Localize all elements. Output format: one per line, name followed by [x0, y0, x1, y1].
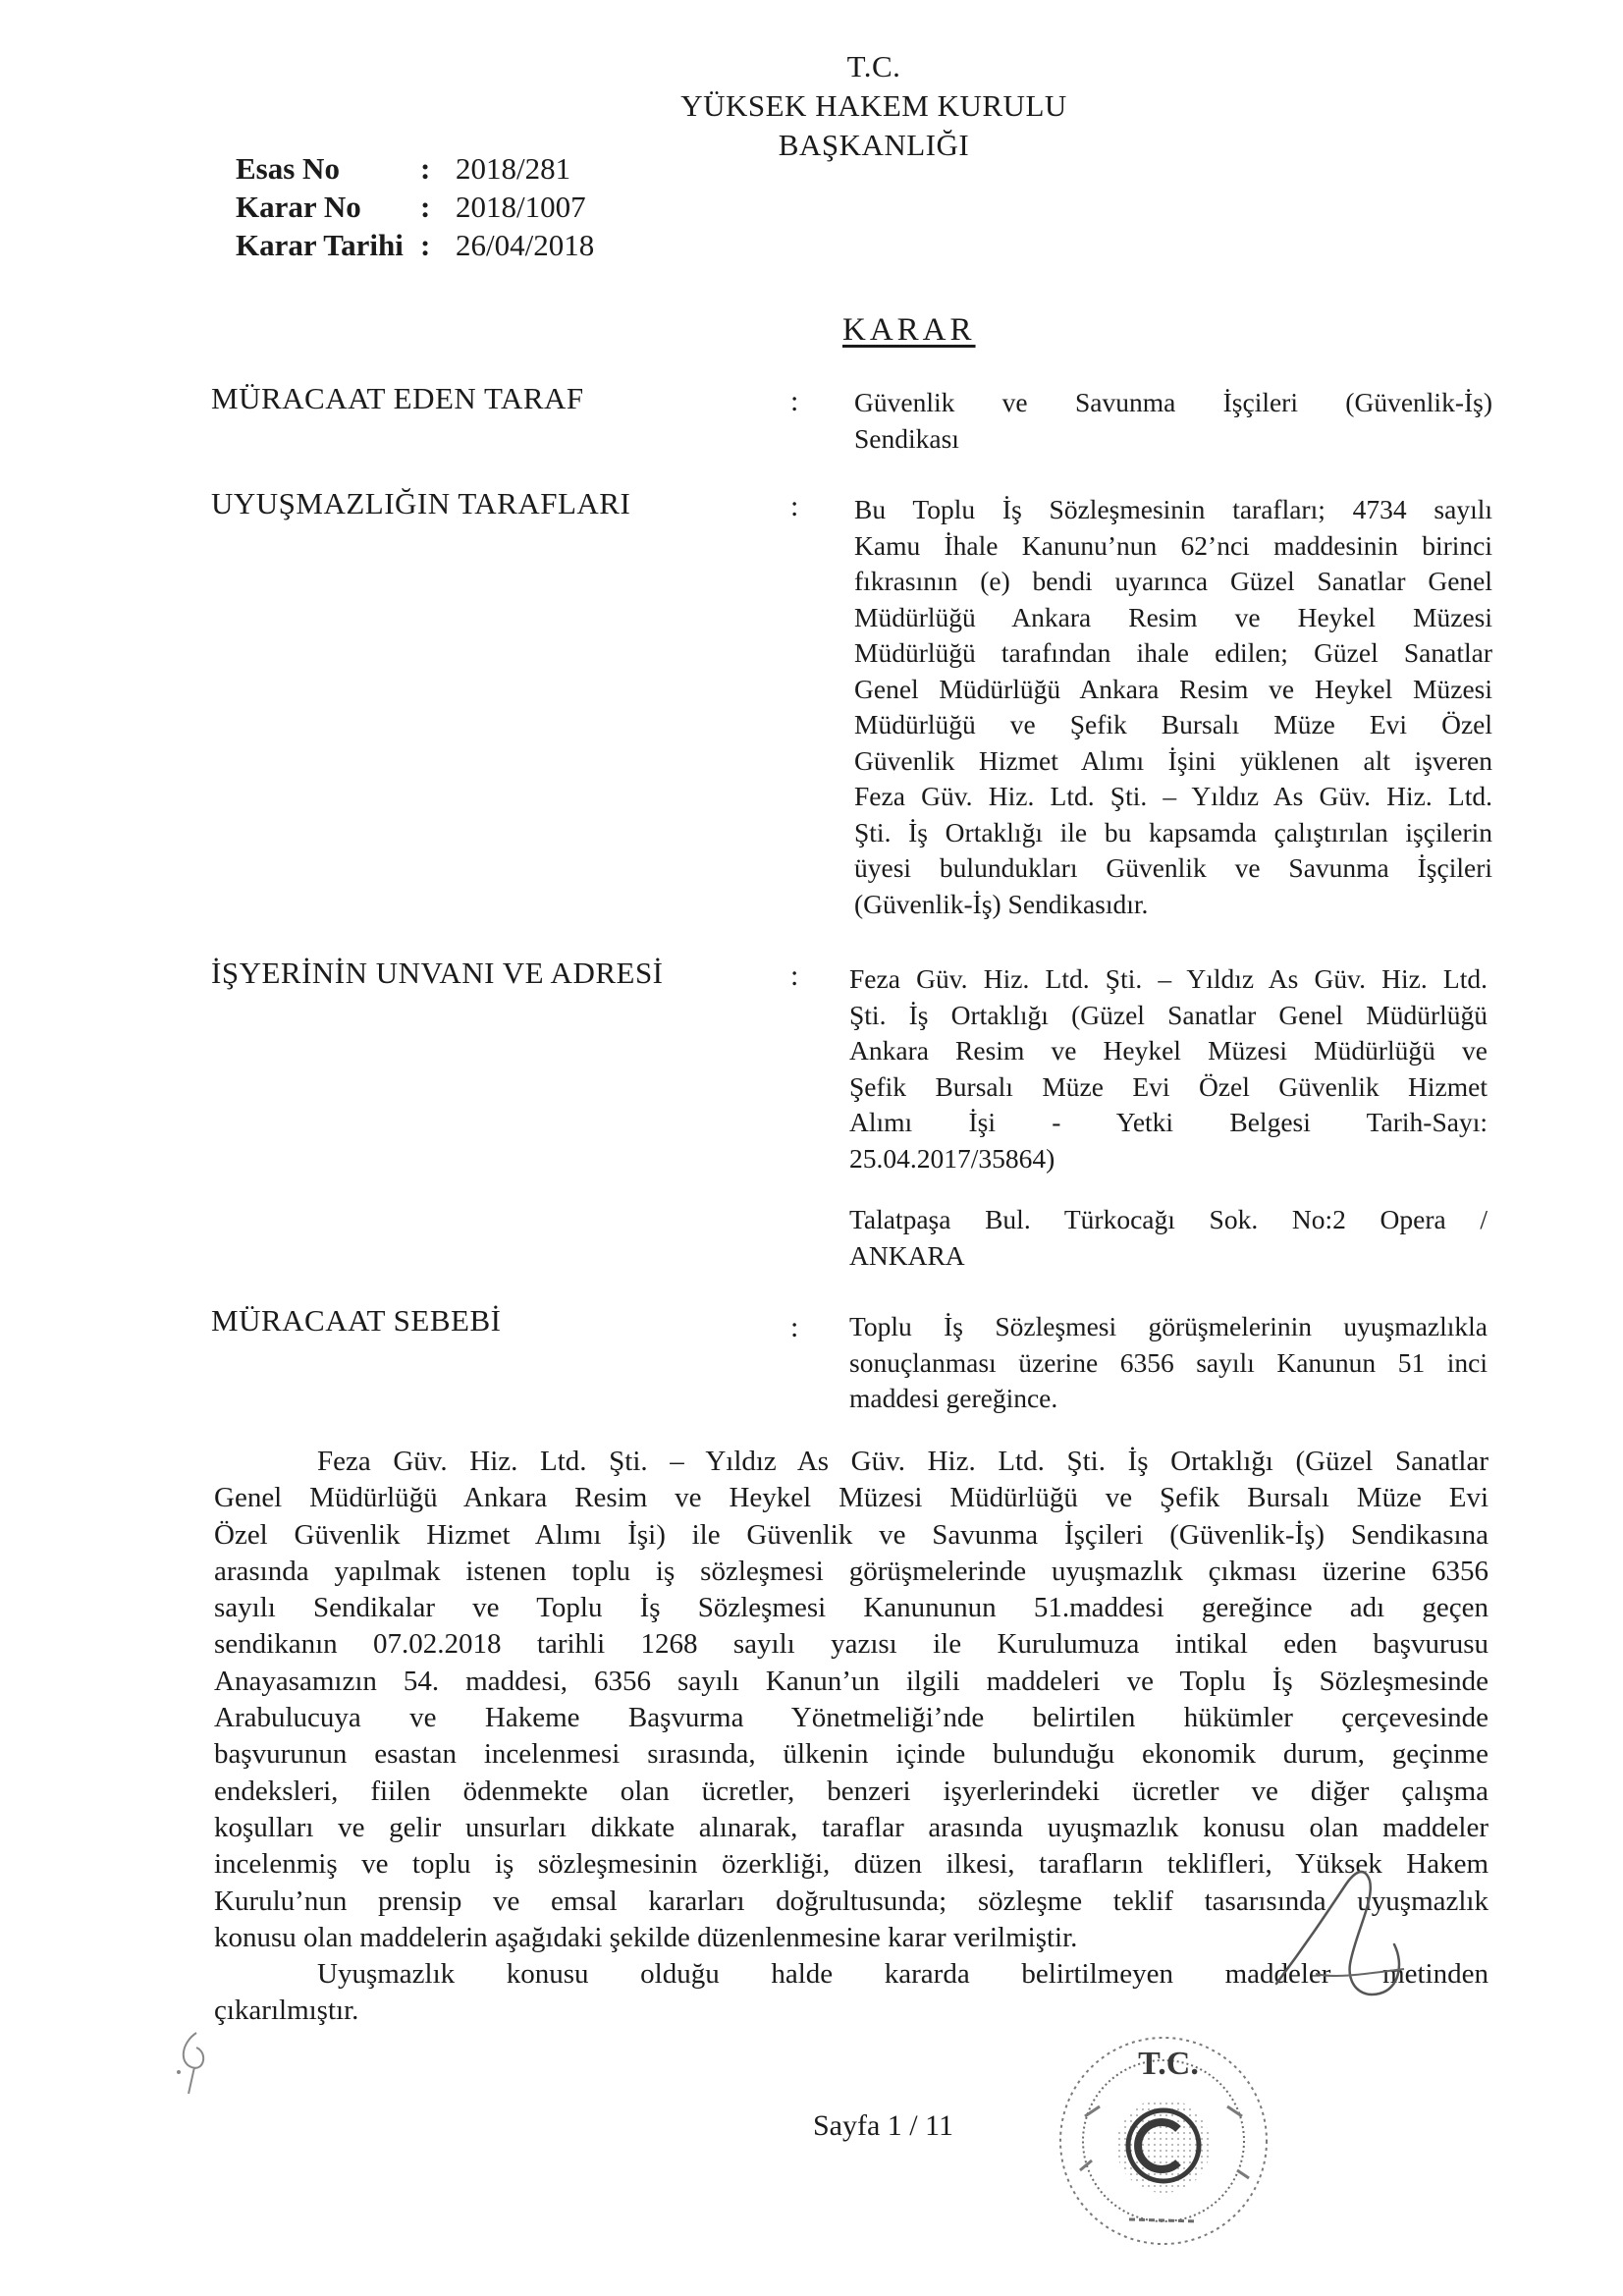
section-label: MÜRACAAT SEBEBİ: [211, 1303, 502, 1338]
text-line: Alımı İşi - Yetki Belgesi Tarih-Sayı:: [849, 1107, 1488, 1137]
signature-mark: [1257, 1827, 1434, 2023]
address-line: Talatpaşa Bul. Türkocağı Sok. No:2 Opera /: [849, 1204, 1488, 1234]
margin-mark: [167, 2023, 226, 2102]
body-line: Genel Müdürlüğü Ankara Resim ve Heykel Müzesi Müdürlüğü ve Şefik Bursalı Müze Evi: [214, 1482, 1488, 1514]
body-line: çıkarılmıştır.: [214, 1995, 359, 2027]
section-colon: :: [790, 385, 799, 417]
body-line: sendikanın 07.02.2018 tarihli 1268 sayılı yazısı ile Kurulumuza intikal eden başvurusu: [214, 1628, 1488, 1661]
body-line: Arabulucuya ve Hakeme Başvurma Yönetmeliği’nde belirtilen hükümler çerçevesinde: [214, 1702, 1488, 1734]
body-line: başvurunun esastan incelenmesi sırasında, ülkenin içinde bulunduğu ekonomik durum, geçinme: [214, 1738, 1488, 1771]
text-line: maddesi gereğince.: [849, 1383, 1058, 1413]
body-line: Özel Güvenlik Hizmet Alımı İşi) ile Güvenlik ve Savunma İşçileri (Güvenlik-İş) Sendikasına: [214, 1518, 1488, 1551]
meta-value: 26/04/2018: [456, 228, 595, 262]
meta-colon: :: [420, 151, 431, 186]
text-line: Güvenlik Hizmet Alımı İşini yüklenen alt işveren: [854, 744, 1492, 776]
text-line: 25.04.2017/35864): [849, 1142, 1055, 1174]
body-line: sayılı Sendikalar ve Toplu İş Sözleşmesi Kanununun 51.maddesi gereğince adı geçen: [214, 1592, 1488, 1624]
meta-value: 2018/1007: [456, 190, 586, 224]
body-line: Kurulu’nun prensip ve emsal kararları doğrultusunda; sözleşme teklif tasarısında uyuşmazlık: [214, 1885, 1488, 1917]
section-label: İŞYERİNİN UNVANI VE ADRESİ: [211, 956, 664, 990]
document-header: [628, 47, 1119, 165]
section-colon: :: [790, 959, 799, 992]
meta-colon: :: [420, 190, 431, 224]
official-seal: [1041, 2013, 1286, 2269]
body-line: incelenmiş ve toplu iş sözleşmesinin özerkliği, düzen ilkesi, tarafların teklifleri, Yüksek Hakem: [214, 1848, 1488, 1881]
text-line: Şti. İş Ortaklığı (Güzel Sanatlar Genel Müdürlüğü: [849, 999, 1488, 1030]
text-line: Genel Müdürlüğü Ankara Resim ve Heykel Müzesi: [854, 673, 1492, 704]
text-line: Feza Güv. Hiz. Ltd. Şti. – Yıldız As Güv. Hiz. Ltd.: [849, 963, 1488, 994]
section-colon: :: [790, 1311, 799, 1343]
section-value: [849, 961, 1488, 1274]
page-number: Sayfa 1 / 11: [813, 2109, 954, 2142]
text-line: Müdürlüğü Ankara Resim ve Heykel Müzesi: [854, 601, 1492, 632]
seal-text: T.C.: [1138, 2046, 1199, 2082]
body-line: Anayasamızın 54. maddesi, 6356 sayılı Kanun’un ilgili maddeleri ve Toplu İş Sözleşmesinde: [214, 1665, 1488, 1697]
meta-label: Karar Tarihi: [236, 228, 404, 262]
text-line: Müdürlüğü ve Şefik Bursalı Müze Evi Özel: [854, 709, 1492, 739]
section-value: [854, 492, 1492, 922]
body-line: arasında yapılmak istenen toplu iş sözleşmesi görüşmelerinde uyuşmazlık çıkması üzerine 6356: [214, 1555, 1488, 1587]
text-line: Sendikası: [854, 422, 959, 454]
text-line: Feza Güv. Hiz. Ltd. Şti. – Yıldız As Güv. Hiz. Ltd.: [854, 781, 1492, 811]
body-line: Uyuşmazlık konusu olduğu halde kararda belirtilmeyen maddeler metinden: [317, 1958, 1488, 1991]
body-line: koşulları ve gelir unsurları dikkate alınarak, taraflar arasında uyuşmazlık konusu olan maddeler: [214, 1811, 1488, 1843]
section-label: MÜRACAAT EDEN TARAF: [211, 381, 584, 415]
text-line: Şti. İş Ortaklığı ile bu kapsamda çalıştırılan işçilerin: [854, 816, 1492, 847]
meta-row-tarih: [236, 226, 594, 264]
meta-label: Esas No: [236, 151, 340, 186]
section-value: [849, 1309, 1488, 1417]
section-colon: :: [790, 490, 799, 522]
text-line: (Güvenlik-İş) Sendikasıdır.: [854, 888, 1149, 919]
meta-value: 2018/281: [456, 151, 571, 186]
body-line: endeksleri, fiilen ödenmekte olan ücretler, benzeri işyerlerindeki ücretler ve diğer çalışma: [214, 1775, 1488, 1807]
text-line: üyesi bulundukları Güvenlik ve Savunma İşçileri: [854, 852, 1492, 883]
text-line: Müdürlüğü tarafından ihale edilen; Güzel Sanatlar: [854, 637, 1492, 668]
text-line: Kamu İhale Kanunu’nun 62’nci maddesinin birinci: [854, 529, 1492, 561]
meta-row-karar: [236, 188, 594, 226]
text-line: Toplu İş Sözleşmesi görüşmelerinin uyuşmazlıkla: [849, 1311, 1488, 1341]
text-line: Ankara Resim ve Heykel Müzesi Müdürlüğü ve: [849, 1035, 1488, 1066]
body-line: Feza Güv. Hiz. Ltd. Şti. – Yıldız As Güv. Hiz. Ltd. Şti. İş Ortaklığı (Güzel Sanatlar: [317, 1446, 1488, 1477]
section-value: [854, 385, 1492, 457]
case-meta: [236, 149, 594, 264]
decision-title: KARAR: [842, 312, 976, 348]
address-line: ANKARA: [849, 1239, 965, 1271]
text-line: Şefik Bursalı Müze Evi Özel Güvenlik Hizmet: [849, 1070, 1488, 1102]
section-label: UYUŞMAZLIĞIN TARAFLARI: [211, 486, 631, 520]
text-line: sonuçlanması üzerine 6356 sayılı Kanunun 51 inci: [849, 1346, 1488, 1378]
text-line: Güvenlik ve Savunma İşçileri (Güvenlik-İş): [854, 387, 1492, 417]
header-tc: T.C.: [846, 49, 901, 83]
meta-colon: :: [420, 228, 431, 262]
meta-label: Karar No: [236, 190, 361, 224]
text-line: fıkrasının (e) bendi uyarınca Güzel Sanatlar Genel: [854, 566, 1492, 596]
header-institution: YÜKSEK HAKEM KURULU: [680, 88, 1067, 123]
body-line: konusu olan maddelerin aşağıdaki şekilde düzenlenmesine karar verilmiştir.: [214, 1921, 1078, 1953]
header-presidency: BAŞKANLIĞI: [778, 128, 970, 162]
meta-row-esas: [236, 149, 594, 188]
text-line: Bu Toplu İş Sözleşmesinin tarafları; 4734 sayılı: [854, 494, 1492, 524]
